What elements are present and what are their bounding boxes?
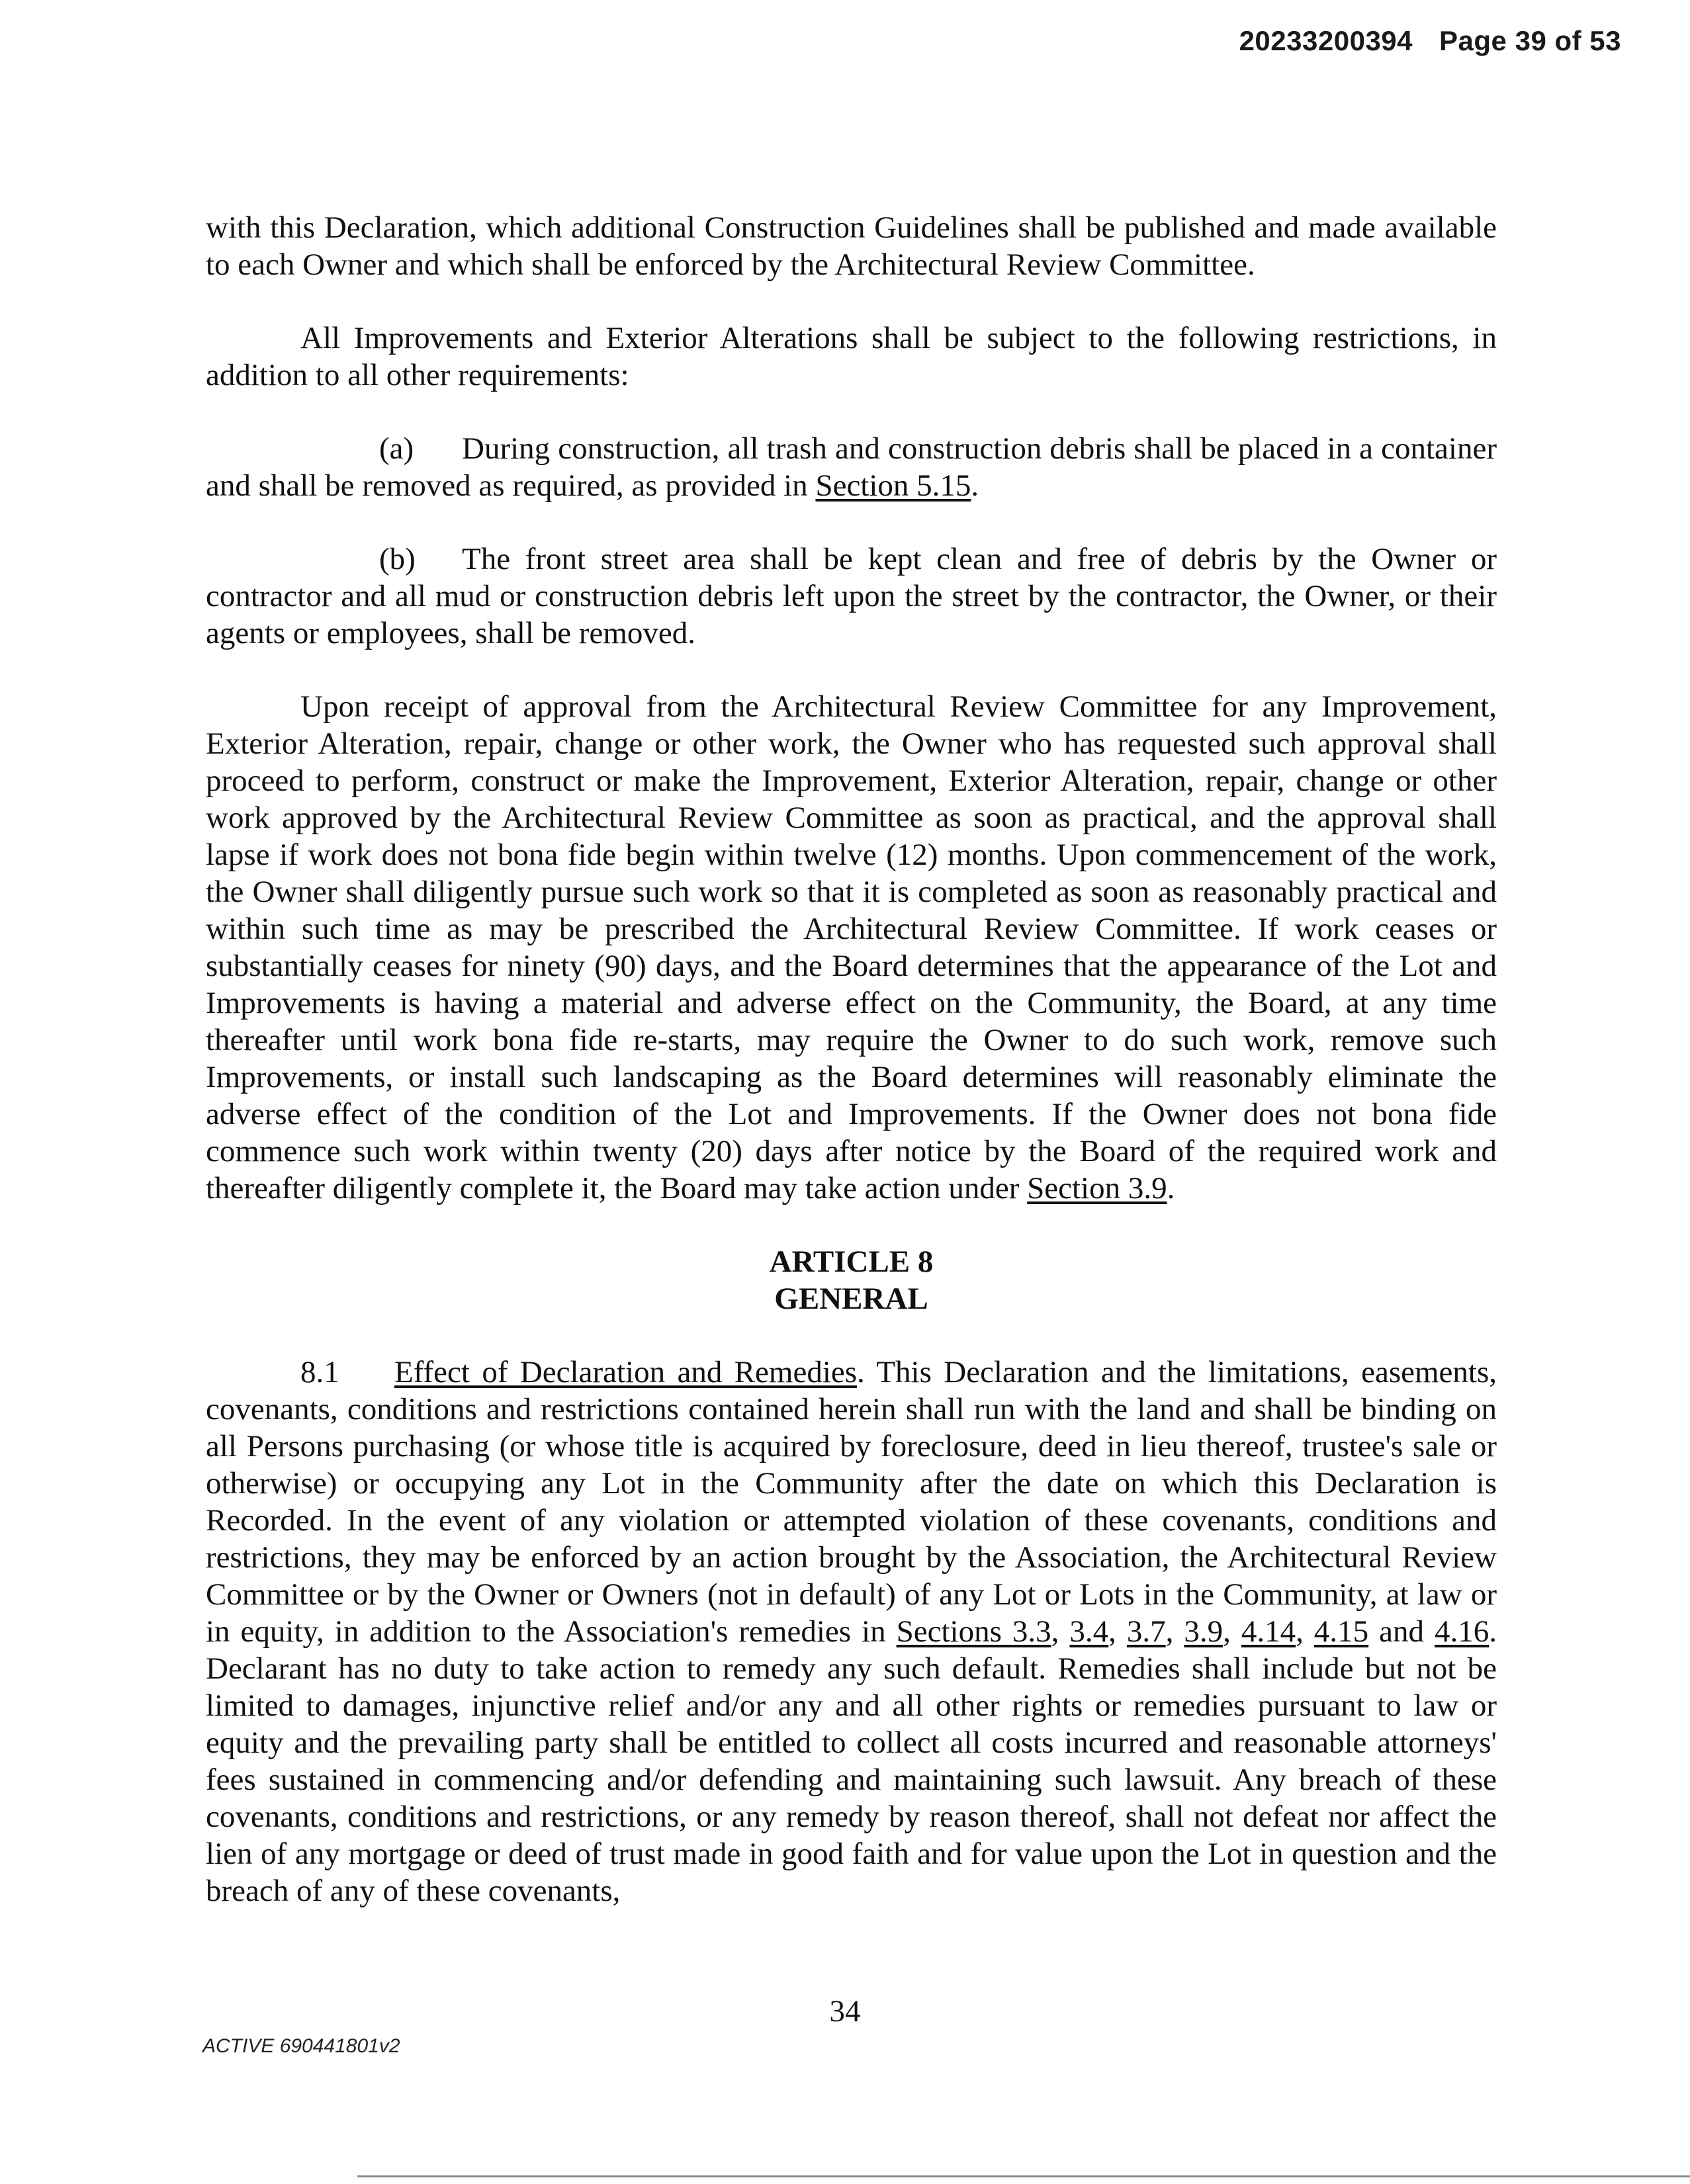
paragraph-restrictions-intro: All Improvements and Exterior Alterations shall be subject to the following restrictions, in addition to all other requirements: (206, 321, 1497, 392)
section-5-15-reference: Section 5.15 (815, 468, 971, 503)
item-a-label: (a) (379, 431, 414, 466)
section-heading: Effect of Declaration and Remedies (394, 1355, 858, 1389)
page-number: 34 (829, 1994, 861, 2029)
article-heading (206, 1243, 1497, 1317)
article-number: ARTICLE 8 (769, 1245, 934, 1279)
approval-work-text: Upon receipt of approval from the Architectural Review Committee for any Improvement, Exterior Alteration, repair, change or other work, the Owner who has requested such approval shall proceed to perform, construct or make the Improvement, Exterior Alteration, repair, change or other work approved by the Architectural Review Committee as soon as practical, and the approval shall lapse if work does not bona fide begin within twelve (12) months. Upon commencement of the work, the Owner shall diligently pursue such work so that it is completed as soon as reasonably practical and within such time as may be prescribed the Architectural Review Committee. If work ceases or substantially ceases for ninety (90) days, and the Board determines that the appearance of the Lot and Improvements is having a material and adverse effect on the Community, the Board, at any time thereafter until work bona fide re-starts, may require the Owner to do such work, remove such Improvements, or install such landscaping as the Board determines will reasonably eliminate the adverse effect of the condition of the Lot and Improvements. If the Owner does not bona fide commence such work within twenty (20) days after notice by the Board of the required work and thereafter diligently complete it, the Board may take action under (206, 689, 1497, 1205)
restriction-item-a: (a) During construction, all trash and construction debris shall be placed in a container and shall be removed as required, as provided in Section 5.15. (206, 431, 1497, 503)
page-count-label: Page 39 of 53 (1439, 25, 1621, 56)
section-text-part2: . Declarant has no duty to take action to remedy any such default. Remedies shall include but not be limited to damages, injunctive relief and/or any and all other rights or remedies pursuant to law or equity and the prevailing party shall be entitled to collect all costs incurred and reasonable attorneys' fees sustained in commencing and/or defending and maintaining such lawsuit. Any breach of these covenants, conditions and restrictions, or any remedy by reason thereof, shall not defeat nor affect the lien of any mortgage or deed of trust made in good faith and for value upon the Lot in question and the breach of any of these covenants, (206, 1614, 1497, 1908)
item-b-label: (b) (379, 542, 416, 576)
document-body (206, 209, 1497, 1946)
document-code: ACTIVE 690441801v2 (202, 2035, 400, 2057)
ref-3-9: 3.9 (1184, 1614, 1223, 1649)
ref-sections-3-3: Sections 3.3 (896, 1614, 1051, 1649)
scan-edge-line (357, 2175, 1690, 2177)
section-3-9-reference: Section 3.9 (1027, 1171, 1167, 1205)
item-a-text: During construction, all trash and construction debris shall be placed in a container and shall be removed as required, as provided in (206, 431, 1497, 503)
paragraph-approval-work: Upon receipt of approval from the Architectural Review Committee for any Improvement, Exterior Alteration, repair, change or other work, the Owner who has requested such approval shall proceed to perform, construct or make the Improvement, Exterior Alteration, repair, change or other work approved by the Architectural Review Committee as soon as practical, and the approval shall lapse if work does not bona fide begin within twelve (12) months. Upon commencement of the work, the Owner shall diligently pursue such work so that it is completed as soon as reasonably practical and within such time as may be prescribed the Architectural Review Committee. If work ceases or substantially ceases for ninety (90) days, and the Board determines that the appearance of the Lot and Improvements is having a material and adverse effect on the Community, the Board, at any time thereafter until work bona fide re-starts, may require the Owner to do such work, remove such Improvements, or install such landscaping as the Board determines will reasonably eliminate the adverse effect of the condition of the Lot and Improvements. If the Owner does not bona fide commence such work within twenty (20) days after notice by the Board of the required work and thereafter diligently complete it, the Board may take action under Section 3.9. (206, 689, 1497, 1205)
section-8-1: 8.1 Effect of Declaration and Remedies. This Declaration and the limitations, easements, covenants, conditions and restrictions contained herein shall run with the land and shall be binding on all Persons purchasing (or whose title is acquired by foreclosure, deed in lieu thereof, trustee's sale or otherwise) or occupying any Lot in the Community after the date on which this Declaration is Recorded. In the event of any violation or attempted violation of these covenants, conditions and restrictions, they may be enforced by an action brought by the Association, the Architectural Review Committee or by the Owner or Owners (not in default) of any Lot or Lots in the Community, at law or in equity, in addition to the Association's remedies in Sections 3.3, 3.4, 3.7, 3.9, 4.14, 4.15 and 4.16. Declarant has no duty to take action to remedy any such default. Remedies shall include but not be limited to damages, injunctive relief and/or any and all other rights or remedies pursuant to law or equity and the prevailing party shall be entitled to collect all costs incurred and reasonable attorneys' fees sustained in commencing and/or defending and maintaining such lawsuit. Any breach of these covenants, conditions and restrictions, or any remedy by reason thereof, shall not defeat nor affect the lien of any mortgage or deed of trust made in good faith and for value upon the Lot in question and the breach of any of these covenants, (206, 1355, 1497, 1908)
ref-3-4: 3.4 (1069, 1614, 1109, 1649)
section-text-part1: This Declaration and the limitations, easements, covenants, conditions and restrictions contained herein shall run with the land and shall be binding on all Persons purchasing (or whose title is acquired by foreclosure, deed in lieu thereof, trustee's sale or otherwise) or occupying any Lot in the Community after the date on which this Declaration is Recorded. In the event of any violation or attempted violation of these covenants, conditions and restrictions, they may be enforced by an action brought by the Association, the Architectural Review Committee or by the Owner or Owners (not in default) of any Lot or Lots in the Community, at law or in equity, in addition to the Association's remedies in (206, 1355, 1497, 1649)
restriction-item-b (206, 541, 1497, 652)
ref-4-16: 4.16 (1435, 1614, 1490, 1649)
ref-4-15: 4.15 (1313, 1614, 1369, 1649)
article-title: GENERAL (774, 1282, 928, 1316)
section-number: 8.1 (300, 1355, 339, 1389)
item-b-text: The front street area shall be kept clean and free of debris by the Owner or contractor and all mud or construction debris left upon the street by the contractor, the Owner, or their agents or employees, shall be removed. (206, 542, 1497, 650)
document-number: 20233200394 (1239, 25, 1413, 56)
recording-header (1239, 25, 1621, 57)
ref-4-14: 4.14 (1241, 1614, 1296, 1649)
ref-3-7: 3.7 (1126, 1614, 1166, 1649)
paragraph-continuation: with this Declaration, which additional Construction Guidelines shall be published and made available to each Owner and which shall be enforced by the Architectural Review Committee. (206, 210, 1497, 282)
